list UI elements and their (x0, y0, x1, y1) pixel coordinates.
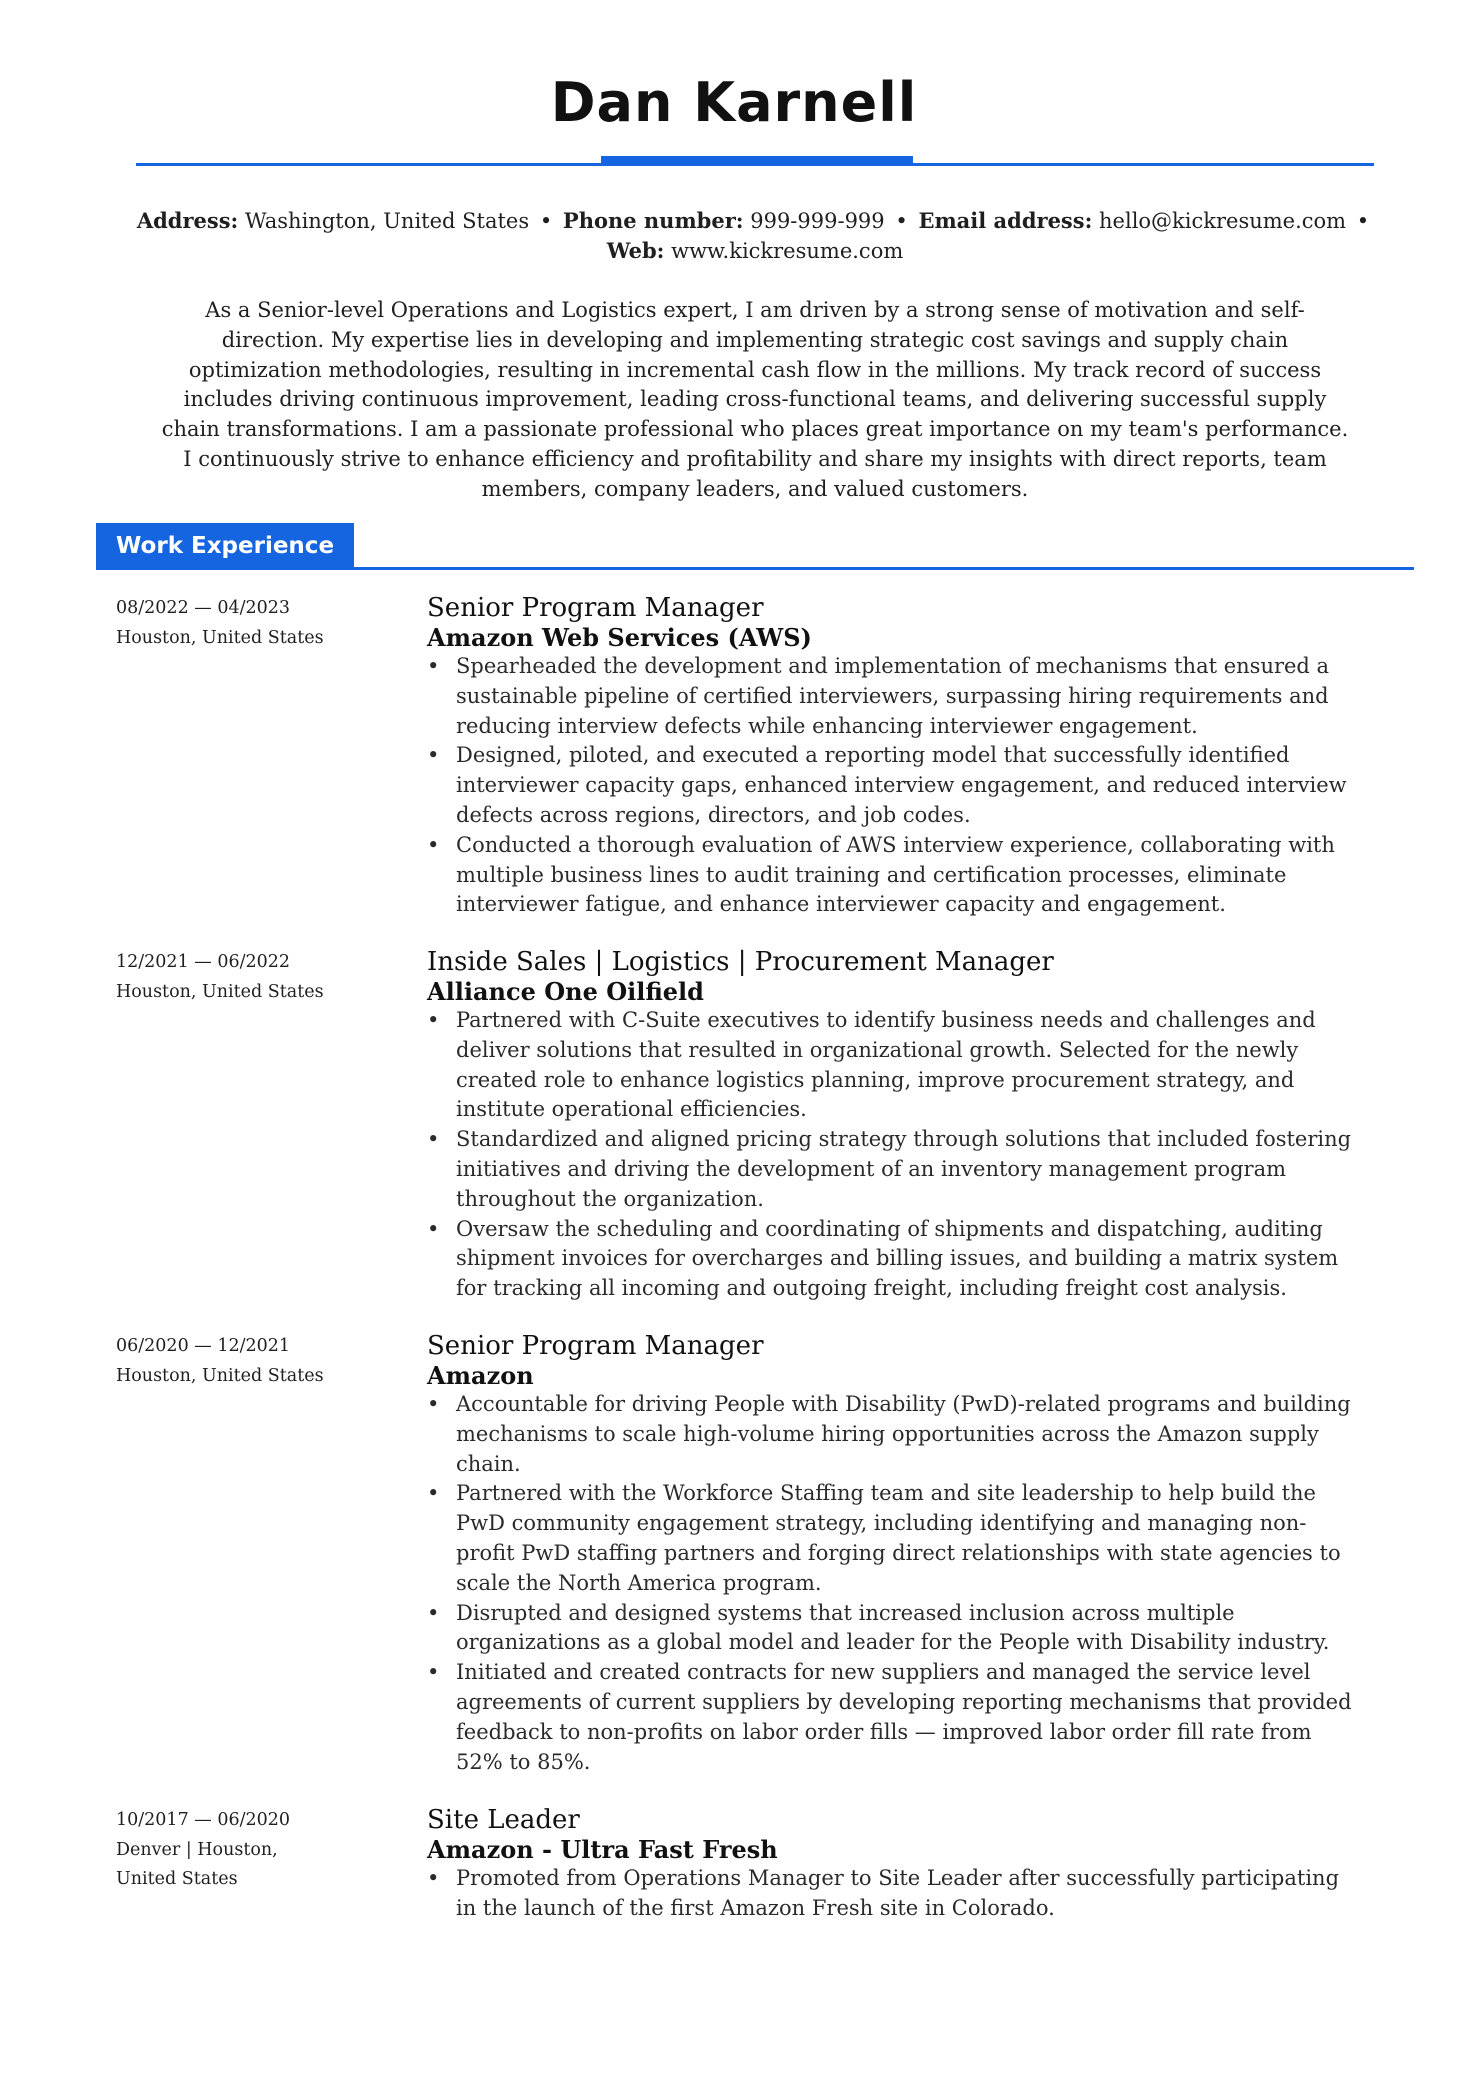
bullet-item: • Designed, piloted, and executed a reporting model that successfully identified interviewer capacity gaps, enhanced interview engagement, and reduced interview defects across regions, directors, and job codes. (427, 741, 1357, 830)
company-name: Amazon - Ultra Fast Fresh (427, 1835, 778, 1864)
bullet-item: • Partnered with C-Suite executives to identify business needs and challenges and deliver solutions that resulted in organizational growth. Selected for the newly created role to enhance logistics planning, improve procurement strategy, and institute operational efficiencies. (427, 1006, 1357, 1125)
entry-location: Houston, United States (116, 1365, 324, 1386)
section-divider (96, 567, 1414, 570)
section-heading-work-experience: Work Experience (96, 523, 354, 569)
email-value[interactable]: hello@kickresume.com (1099, 209, 1347, 233)
bullet-list (427, 652, 1357, 920)
entry-dates: 12/2021 — 06/2022 (116, 952, 291, 972)
entry-meta (116, 594, 356, 653)
contact-separator: • (1356, 209, 1370, 233)
entry-content (427, 1332, 1357, 1777)
contact-separator: • (895, 209, 908, 233)
job-title: Inside Sales | Logistics | Procurement Manager (427, 947, 1054, 977)
bullet-list (427, 1864, 1357, 1924)
bullet-item: • Disrupted and designed systems that increased inclusion across multiple organizations as a global model and leader for the People with Disability industry. (427, 1599, 1357, 1659)
bullet-item: • Promoted from Operations Manager to Site Leader after successfully participating in the launch of the first Amazon Fresh site in Colorado. (427, 1864, 1357, 1924)
bullet-item: • Initiated and created contracts for new suppliers and managed the service level agreements of current suppliers by developing reporting mechanisms that provided feedback to non-profits on labor order fills — improved labor order fill rate from 52% to 85%. (427, 1658, 1357, 1777)
bullet-item: • Conducted a thorough evaluation of AWS interview experience, collaborating with multiple business lines to audit training and certification processes, eliminate interviewer fatigue, and enhance interviewer capacity and engagement. (427, 831, 1357, 920)
web-value[interactable]: www.kickresume.com (671, 239, 904, 263)
company-name: Amazon Web Services (AWS) (427, 623, 812, 652)
entry-meta (116, 1806, 356, 1895)
profile-summary: As a Senior-level Operations and Logistics expert, I am driven by a strong sense of motivation and self-direction. My expertise lies in developing and implementing strategic cost savings and supply chain optimization methodologies, resulting in incremental cash flow in the millions. My track record of success includes driving continuous improvement, leading cross-functional teams, and delivering successful supply chain transformations. I am a passionate professional who places great importance on my team's performance. I continuously strive to enhance efficiency and profitability and share my insights with direct reports, team members, company leaders, and valued customers. (161, 298, 1349, 501)
job-title: Site Leader (427, 1805, 580, 1835)
header-divider-accent (601, 156, 913, 165)
entry-dates: 08/2022 — 04/2023 (116, 598, 291, 618)
entry-location: Denver | Houston, United States (116, 1839, 278, 1889)
bullet-item: • Partnered with the Workforce Staffing team and site leadership to help build the PwD community engagement strategy, including identifying and managing non-profit PwD staffing partners and forging direct relationships with state agencies to scale the North America program. (427, 1479, 1357, 1598)
bullet-list (427, 1006, 1357, 1304)
bullet-item: • Spearheaded the development and implementation of mechanisms that ensured a sustainable pipeline of certified interviewers, surpassing hiring requirements and reducing interview defects while enhancing interviewer engagement. (427, 652, 1357, 741)
bullet-item: • Standardized and aligned pricing strategy through solutions that included fostering initiatives and driving the development of an inventory management program throughout the organization. (427, 1125, 1357, 1214)
bullet-item: • Accountable for driving People with Disability (PwD)-related programs and building mechanisms to scale high-volume hiring opportunities across the Amazon supply chain. (427, 1390, 1357, 1479)
address-label: Address: (136, 208, 239, 233)
phone-label: Phone number: (562, 208, 744, 233)
contact-info (136, 206, 1374, 266)
company-name: Alliance One Oilfield (427, 977, 704, 1006)
job-title: Senior Program Manager (427, 1331, 764, 1361)
entry-location: Houston, United States (116, 981, 324, 1002)
company-name: Amazon (427, 1361, 534, 1390)
bullet-item: • Oversaw the scheduling and coordinating of shipments and dispatching, auditing shipment invoices for overcharges and billing issues, and building a matrix system for tracking all incoming and outgoing freight, including freight cost analysis. (427, 1215, 1357, 1304)
candidate-name: Dan Karnell (550, 71, 918, 134)
entry-content (427, 948, 1357, 1304)
phone-value: 999-999-999 (750, 209, 885, 233)
entry-content (427, 594, 1357, 920)
bullet-list (427, 1390, 1357, 1777)
entry-content (427, 1806, 1357, 1924)
entry-location: Houston, United States (116, 627, 324, 648)
entry-meta (116, 948, 356, 1007)
contact-separator: • (539, 209, 553, 233)
entry-dates: 10/2017 — 06/2020 (116, 1810, 291, 1830)
entry-dates: 06/2020 — 12/2021 (116, 1336, 291, 1356)
web-label: Web: (606, 238, 665, 263)
entry-meta (116, 1332, 356, 1391)
address-value: Washington, United States (245, 209, 530, 233)
job-title: Senior Program Manager (427, 593, 764, 623)
email-label: Email address: (918, 208, 1093, 233)
